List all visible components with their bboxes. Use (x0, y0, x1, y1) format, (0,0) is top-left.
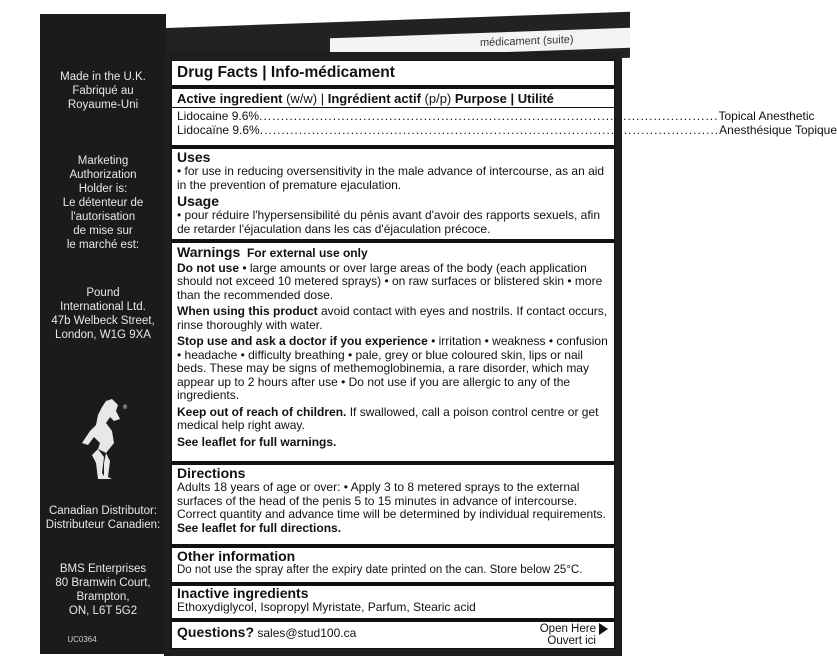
stop-use-text: • irritation • weakness • confusion • headache • difficulty breathing • pale, grey or blue coloured skin, lips or nail beds. These may be signs of methemoglobinemia, a rare disorder, which may appear up to 2 hours after use • Do not use if you are allergic to any of the ingredients. (177, 334, 608, 402)
active-row-en (177, 109, 815, 124)
addr-line: London, W1G 9XA (55, 329, 151, 341)
active-ingredient-label: Active ingredient (177, 91, 283, 106)
keep-out-text: If swallowed, call a poison control centre or get medical help right away. (177, 404, 599, 432)
divider (172, 145, 614, 149)
drug-facts-title-section (172, 64, 614, 81)
do-not-use-text: • large amounts or over large areas of the body (each application should not exceed 10 metered sprays) • on raw surfaces or blistered skin • more than the recommended dose. (177, 260, 603, 302)
directions-section (172, 466, 614, 535)
ingredient-actif-label: Ingrédient actif (327, 91, 421, 106)
addr-line: Pound (86, 287, 120, 299)
made-line: Made in the U.K. (60, 71, 146, 83)
canadian-distributor-text (40, 504, 166, 532)
box-side-panel (40, 14, 166, 654)
inactive-text: Ethoxydiglycol, Isopropyl Myristate, Parfum, Stearic acid (177, 600, 476, 614)
uses-text: • for use in reducing oversensitivity in the male advance of intercourse, as an aid in the prevention of premature ejaculation. (177, 164, 605, 192)
bms-line: ON, L6T 5G2 (68, 605, 138, 617)
purpose-label: Purpose | Utilité (454, 91, 554, 106)
auth-line: Marketing (77, 155, 129, 167)
addr-line: 47b Welbeck Street, (51, 315, 155, 327)
purpose-en: Topical Anesthetic (718, 109, 815, 123)
active-ingredient-unit: (w/w) | (282, 91, 328, 106)
inactive-title: Inactive ingredients (177, 585, 309, 601)
questions-title: Questions? (177, 624, 255, 640)
directions-title: Directions (177, 465, 246, 481)
made-line: Fabriqué au (72, 85, 134, 97)
leaflet-warnings-note: See leaflet for full warnings. (177, 434, 337, 449)
usage-text: • pour réduire l'hypersensibilité du pénis avant d'avoir des rapports sexuels, afin de retarder l'éjaculation dans les cas d'éjaculation précoce. (177, 208, 601, 236)
auth-line: Le détenteur de (62, 197, 144, 209)
auth-line: Authorization (69, 169, 137, 181)
other-info-text: Do not use the spray after the expiry date printed on the can. Store below 25°C. (177, 564, 583, 576)
usage-title: Usage (177, 193, 220, 209)
dot-leader: .......................................................................................................... (259, 109, 719, 123)
directions-leaflet-note: See leaflet for full directions. (177, 520, 342, 535)
arrow-right-icon (599, 623, 608, 635)
divider (172, 239, 614, 243)
horse-logo-icon (76, 397, 132, 481)
when-using-label: When using this product (177, 304, 318, 318)
divider (172, 85, 614, 89)
drug-facts-box (171, 60, 837, 649)
active-header (177, 91, 609, 106)
inactive-ingredients-section (172, 586, 614, 615)
ingredient-actif-unit: (p/p) (420, 91, 455, 106)
auth-line: le marché est: (66, 239, 140, 251)
uses-section (172, 150, 614, 236)
bms-line: 80 Bramwin Court, (55, 577, 151, 589)
other-information-section (172, 549, 614, 578)
questions-email: sales@stud100.ca (254, 626, 357, 640)
divider (172, 107, 614, 108)
dist-line: Distributeur Canadien: (45, 519, 161, 531)
made-in-text (40, 70, 166, 112)
uses-title: Uses (177, 149, 211, 165)
auth-line: de mise sur (73, 225, 133, 237)
active-ingredient-fr: Lidocaïne 9.6% (177, 122, 260, 137)
product-code: UC0364 (67, 635, 97, 644)
active-row-fr (177, 122, 837, 138)
drug-facts-title: Drug Facts | Info-médicament (177, 64, 395, 81)
active-ingredient-en: Lidocaine 9.6% (177, 109, 260, 123)
active-ingredient-section (172, 91, 837, 137)
top-strip-text: médicament (suite) (480, 33, 574, 50)
distributor-address (40, 562, 166, 618)
dist-line: Canadian Distributor: (48, 505, 158, 517)
when-using-text: avoid contact with eyes and nostrils. If contact occurs, rinse thoroughly with water. (177, 304, 608, 332)
addr-line: International Ltd. (60, 301, 146, 313)
open-here-label: Open Here (539, 623, 596, 636)
other-info-title: Other information (177, 548, 296, 564)
directions-text: Adults 18 years of age or over: • Apply 3 to 8 metered sprays to the external surfaces of the head of the penis 5 to 15 minutes in advance of intercourse. Correct quantity and advance time will be determined by individual requirements. (177, 480, 606, 521)
bms-line: Brampton, (76, 591, 130, 603)
dot-leader: .......................................................................................................... (259, 122, 720, 137)
auth-line: l'autorisation (70, 211, 136, 223)
made-line: Royaume-Uni (67, 99, 139, 111)
keep-out-label: Keep out of reach of children. (177, 404, 347, 419)
holder-address (40, 286, 166, 342)
ouvert-ici-label: Ouvert ici (547, 635, 596, 648)
svg-text:®: ® (122, 404, 128, 411)
auth-line: Holder is: (78, 183, 128, 195)
stop-use-label: Stop use and ask a doctor if you experience (177, 334, 428, 348)
warnings-title: Warnings (177, 244, 241, 260)
warnings-section (172, 245, 614, 449)
warnings-subtitle: For external use only (246, 246, 368, 260)
divider (172, 618, 614, 622)
purpose-fr: Anesthésique Topique (719, 122, 837, 137)
authorization-holder-text (40, 154, 166, 252)
do-not-use-label: Do not use (177, 260, 239, 275)
bms-line: BMS Enterprises (59, 563, 147, 575)
open-here-tab[interactable] (540, 623, 608, 647)
